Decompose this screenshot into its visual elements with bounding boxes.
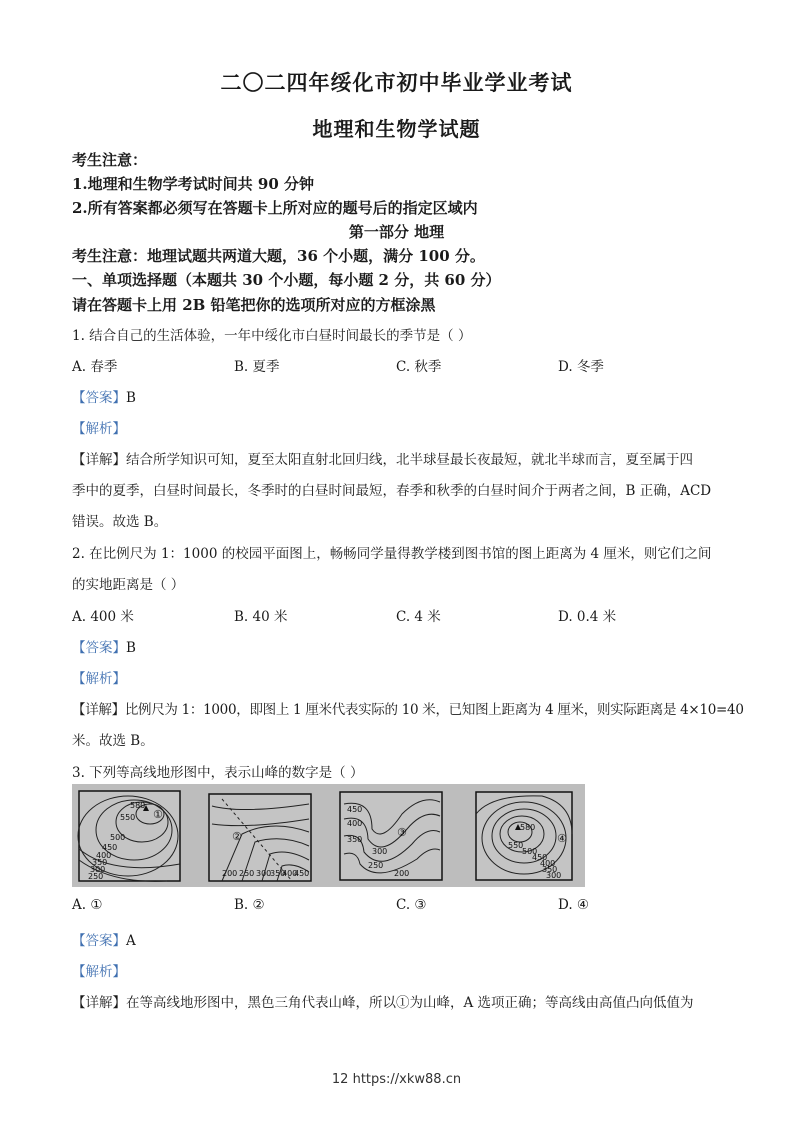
q2-answer <box>72 636 136 656</box>
map-4-contour-label: 450 <box>532 853 548 862</box>
q2-option-d: D. 0.4 米 <box>558 609 617 625</box>
q3-stem: 3. 下列等高线地形图中，表示山峰的数字是（ ） <box>72 765 364 781</box>
section-instruction: 请在答题卡上用 2B 铅笔把你的选项所对应的方框涂黑 <box>72 296 436 314</box>
answer-tag: 【答案】 <box>72 390 126 406</box>
map-4-number-label: ④ <box>557 832 567 845</box>
q3-analysis-tag: 【解析】 <box>72 964 126 980</box>
map-1-contour-label: 350 <box>92 858 108 867</box>
notice-heading: 考生注意： <box>72 151 148 169</box>
answer-tag: 【答案】 <box>72 933 126 949</box>
q1-analysis-tag: 【解析】 <box>72 421 126 437</box>
q1-detail-line-2: 季中的夏季，白昼时间最长，冬季时的白昼时间最短，春季和秋季的白昼时间介于两者之间，B 正确，ACD <box>72 483 712 499</box>
q1-answer <box>72 386 136 406</box>
map-2-contour-label: 300 <box>256 869 272 878</box>
q1-option-a: A. 春季 <box>72 359 118 375</box>
contour-maps-svg <box>72 784 585 887</box>
q1-detail-line-1: 【详解】结合所学知识可知，夏至太阳直射北回归线，北半球昼最长夜最短，就北半球而言，夏至属于四 <box>72 452 693 468</box>
part-notice: 考生注意：地理试题共两道大题，36 个小题，满分 100 分。 <box>72 247 485 265</box>
exam-subtitle: 地理和生物学试题 <box>312 117 481 141</box>
q2-answer-value: B <box>126 640 136 656</box>
q1-stem: 1. 结合自己的生活体验，一年中绥化市白昼时间最长的季节是（ ） <box>72 328 472 344</box>
q2-option-b: B. 40 米 <box>234 609 288 625</box>
q3-answer <box>72 929 136 949</box>
q2-stem-line-2: 的实地距离是（ ） <box>72 577 185 593</box>
q2-option-a: A. 400 米 <box>72 609 134 625</box>
map-2-contour-label: 250 <box>239 869 255 878</box>
map-2-frame <box>209 794 311 881</box>
part-title: 第一部分 地理 <box>348 223 445 241</box>
map-3-number-label: ③ <box>397 826 407 839</box>
detail-tag: 【详解】 <box>72 702 125 718</box>
page-footer: 12 https://xkw88.cn <box>331 1072 462 1087</box>
map-2-contour-label: 400 <box>282 869 298 878</box>
q3-option-a: A. ① <box>72 897 103 913</box>
map-1-contour-label: 400 <box>96 851 112 860</box>
q3-answer-value: A <box>126 933 136 949</box>
map-1-contour-label: 550 <box>120 813 136 822</box>
exam-title: 二〇二四年绥化市初中毕业学业考试 <box>220 70 573 95</box>
map-4-contour-label: 500 <box>522 847 538 856</box>
q1-detail-line-3: 错误。故选 B。 <box>72 514 168 530</box>
q1-option-d: D. 冬季 <box>558 359 604 375</box>
section-heading: 一、单项选择题（本题共 30 个小题，每小题 2 分，共 60 分） <box>72 271 501 289</box>
notice-item-1: 1.地理和生物学考试时间共 90 分钟 <box>72 175 314 193</box>
q2-detail-line-2: 米。故选 B。 <box>72 733 154 749</box>
map-2-contour-label: 450 <box>294 869 310 878</box>
map-3-contour-label: 200 <box>394 869 410 878</box>
map-1-contour-label: 300 <box>90 865 106 874</box>
map-3-contour-label: 400 <box>347 819 363 828</box>
map-1-contour-label: 450 <box>102 843 118 852</box>
map-1-contour-label: 580 <box>130 801 146 810</box>
map-1-contour-label: 500 <box>110 833 126 842</box>
map-4-contour-label: 400 <box>540 859 556 868</box>
peak-markers <box>143 805 521 830</box>
q3-option-c: C. ③ <box>396 897 427 913</box>
map-3-contour-label: 450 <box>347 805 363 814</box>
map-2-contour-label: 200 <box>222 869 238 878</box>
map-2-number-label: ② <box>232 830 242 843</box>
q1-option-b: B. 夏季 <box>234 359 280 375</box>
q2-detail-line-1: 【详解】比例尺为 1：1000，即图上 1 厘米代表实际的 10 米，已知图上距离为 4 厘米，则实际距离是 4×10=40 <box>72 702 744 718</box>
map-4-contour-label: 300 <box>546 871 562 880</box>
q3-option-d: D. ④ <box>558 897 590 913</box>
q3-option-b: B. ② <box>234 897 265 913</box>
q2-analysis-tag: 【解析】 <box>72 671 126 687</box>
map-1-number-label: ① <box>153 808 163 821</box>
map-1-contour-label: 250 <box>88 872 104 881</box>
map-4-contour-label: 580 <box>520 823 536 832</box>
map-4-contour-label: 550 <box>508 841 524 850</box>
detail-tag: 【详解】 <box>72 995 126 1011</box>
notice-item-2: 2.所有答案都必须写在答题卡上所对应的题号后的指定区域内 <box>72 199 478 217</box>
contour-maps-figure <box>72 784 585 887</box>
q2-stem-line-1: 2. 在比例尺为 1：1000 的校园平面图上，畅畅同学量得教学楼到图书馆的图上距离为 4 厘米，则它们之间 <box>72 546 712 562</box>
q2-option-c: C. 4 米 <box>396 609 441 625</box>
map-3-contour-label: 300 <box>372 847 388 856</box>
map-2-contour-label: 350 <box>270 869 286 878</box>
map-3-contour-label: 250 <box>368 861 384 870</box>
q3-detail-line-1: 【详解】在等高线地形图中，黑色三角代表山峰，所以①为山峰，A 选项正确；等高线由高值凸向低值为 <box>72 995 694 1011</box>
q1-answer-value: B <box>126 390 136 406</box>
answer-tag: 【答案】 <box>72 640 126 656</box>
map-4-contour-label: 350 <box>542 865 558 874</box>
q1-option-c: C. 秋季 <box>396 359 442 375</box>
detail-tag: 【详解】 <box>72 452 126 468</box>
map-3-contour-label: 350 <box>347 835 363 844</box>
